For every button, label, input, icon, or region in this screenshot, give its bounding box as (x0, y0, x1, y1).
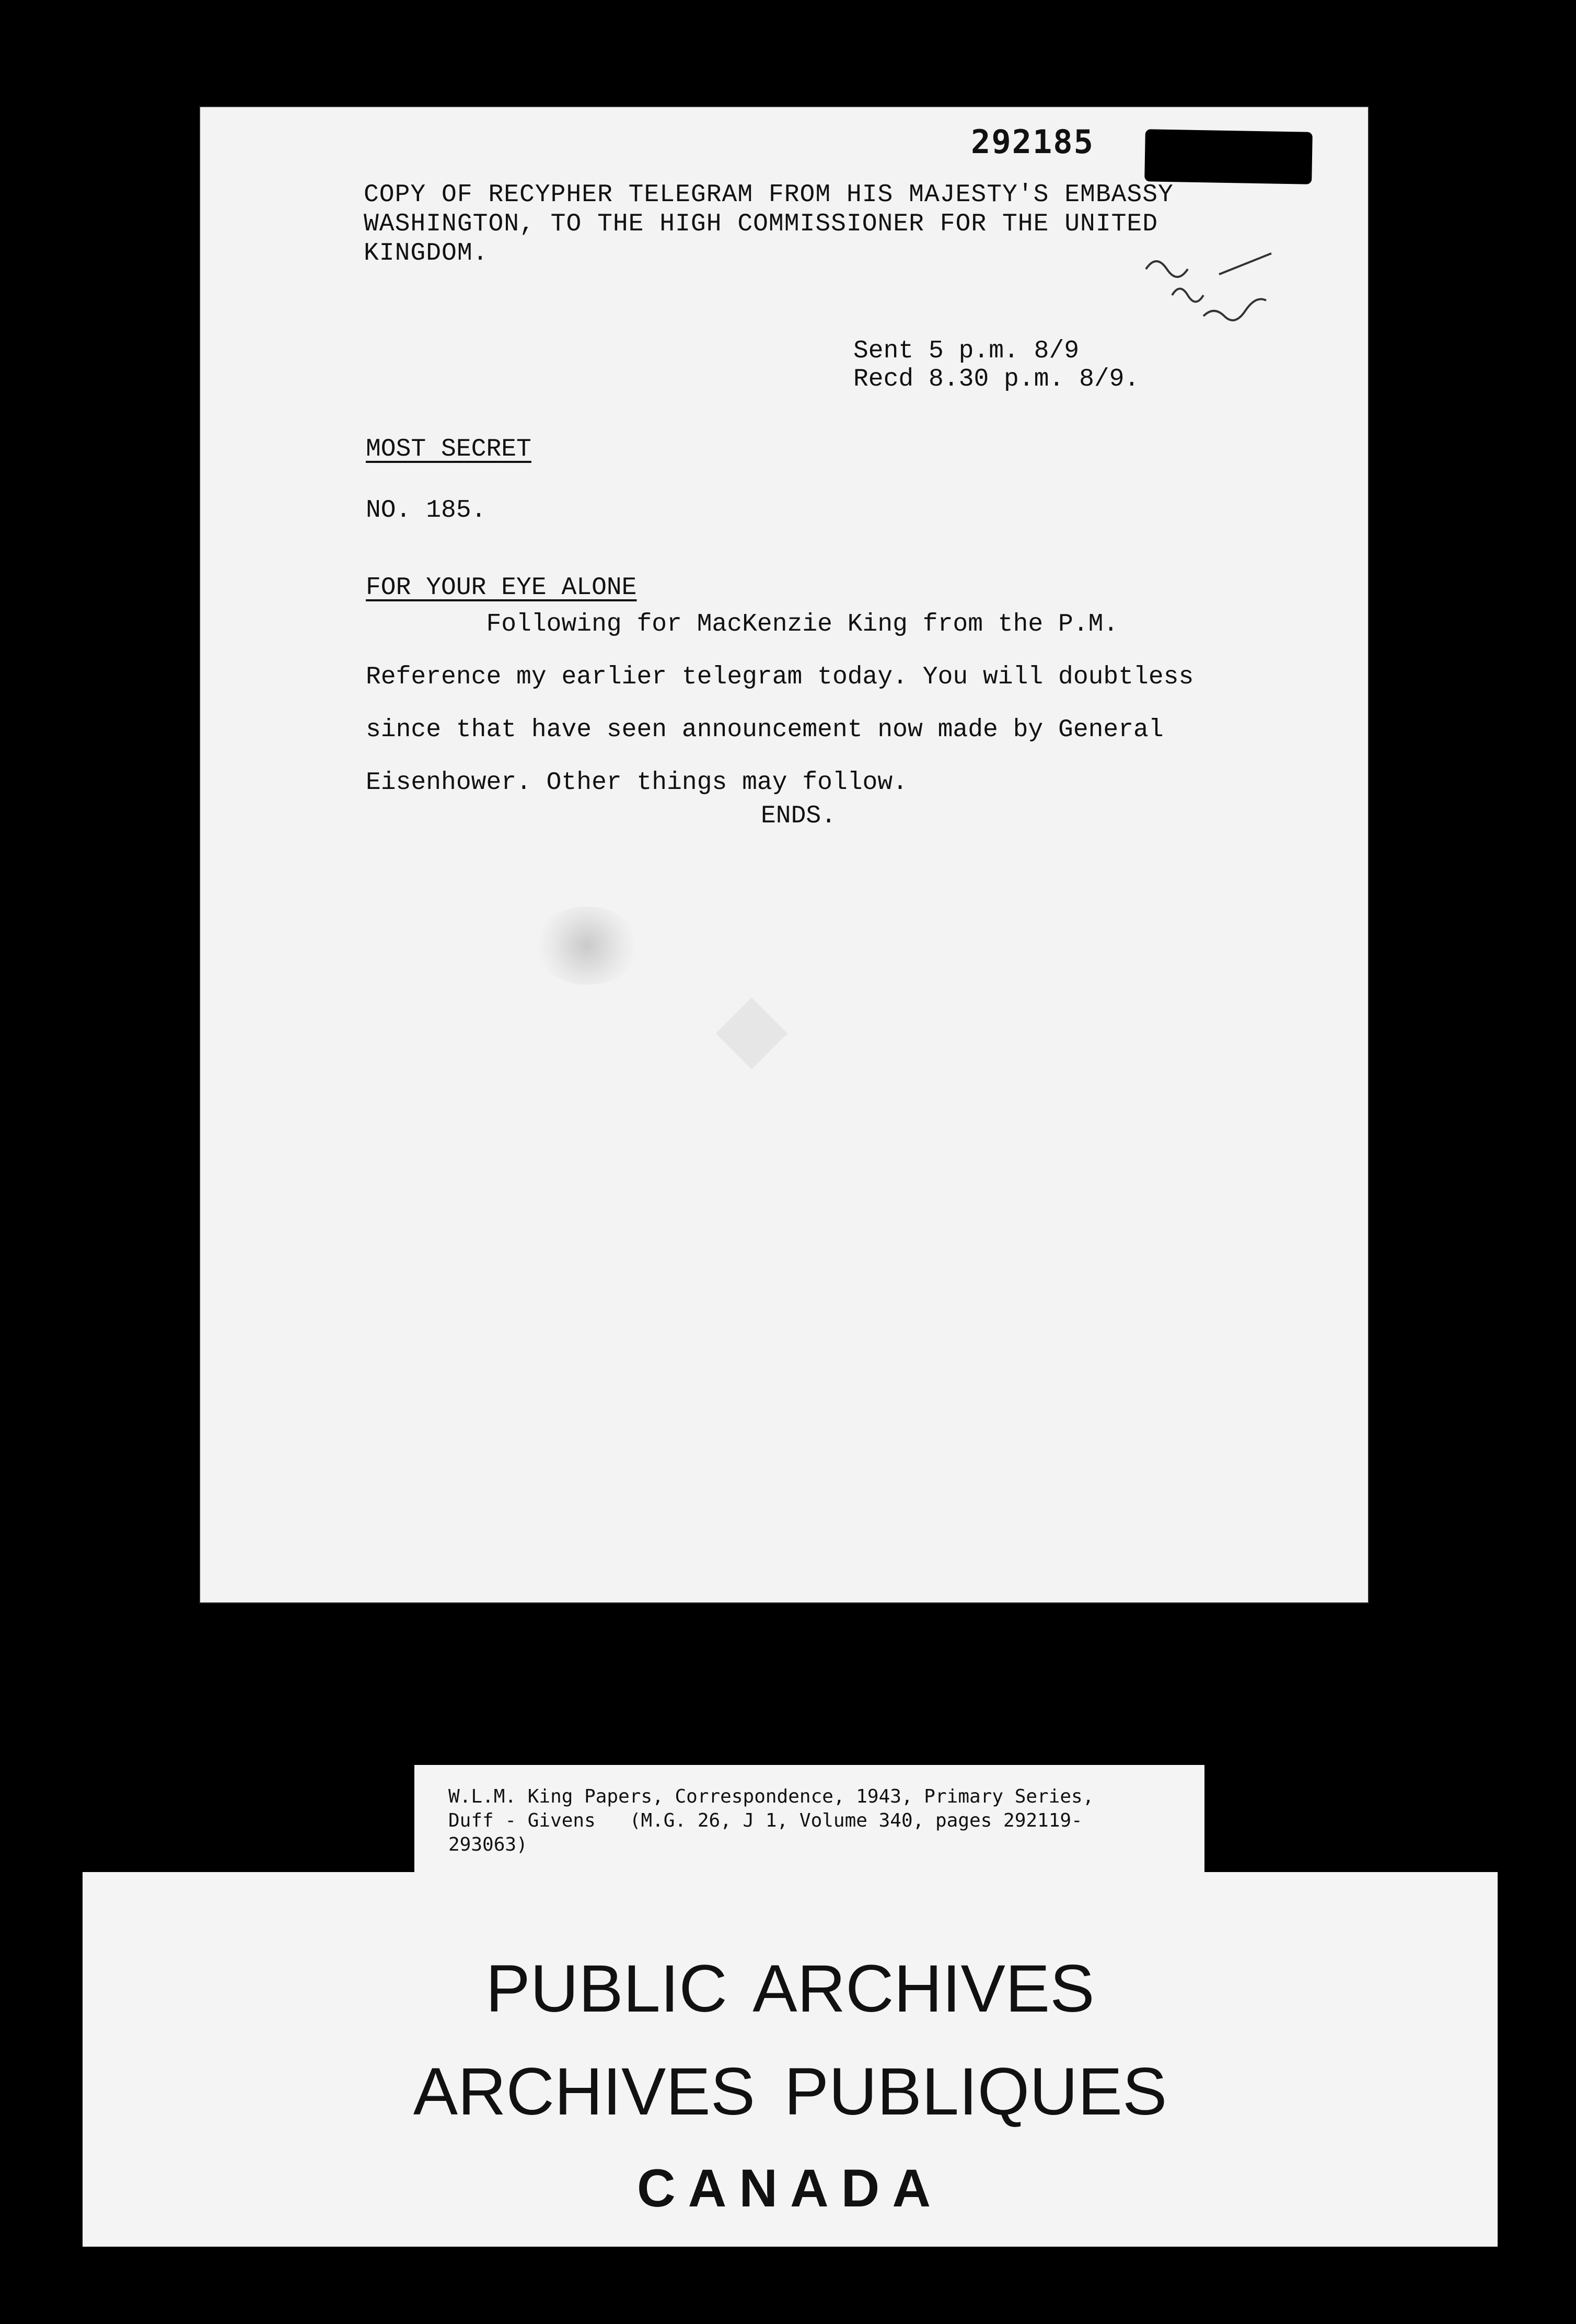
body-line: Eisenhower. Other things may follow. (366, 769, 908, 797)
handwritten-annotation (1141, 238, 1297, 332)
citation-label (414, 1765, 1204, 1872)
timestamps (853, 337, 1139, 393)
document-page (200, 107, 1368, 1602)
banner-line-english: PUBLIC ARCHIVES (485, 1951, 1095, 2026)
eyes-only-label: FOR YOUR EYE ALONE (366, 574, 637, 602)
telegram-number: NO. 185. (366, 496, 486, 525)
body-line: since that have seen announcement now made by General (366, 716, 1164, 744)
citation-line: W.L.M. King Papers, Correspondence, 1943, Primary Series, (448, 1786, 1094, 1807)
banner-line-country: CANADA (637, 2158, 943, 2218)
ends-marker: ENDS. (761, 802, 837, 830)
redaction-mark (1144, 129, 1313, 184)
classification-label: MOST SECRET (366, 435, 531, 463)
watermark-ghost: ◆ (717, 978, 786, 1076)
received-time: Recd 8.30 p.m. 8/9. (853, 365, 1140, 393)
archives-banner (83, 1872, 1498, 2247)
document-number: 292185 (971, 123, 1094, 161)
body-line: Following for MacKenzie King from the P.M. (366, 610, 1119, 638)
sent-time: Sent 5 p.m. 8/9 (853, 337, 1080, 365)
telegram-header: COPY OF RECYPHER TELEGRAM FROM HIS MAJESTY'S EMBASSY WASHINGTON, TO THE HIGH COMMISSIONER FOR THE UNITED KINGDOM. (364, 181, 1174, 268)
telegram-body (366, 598, 1332, 809)
citation-line: 293063) (448, 1834, 528, 1855)
ink-smudge (535, 907, 639, 985)
citation-line: Duff - Givens (M.G. 26, J 1, Volume 340, pages 292119- (448, 1810, 1083, 1831)
body-line: Reference my earlier telegram today. You will doubtless (366, 663, 1194, 691)
banner-line-french: ARCHIVES PUBLIQUES (413, 2054, 1167, 2129)
